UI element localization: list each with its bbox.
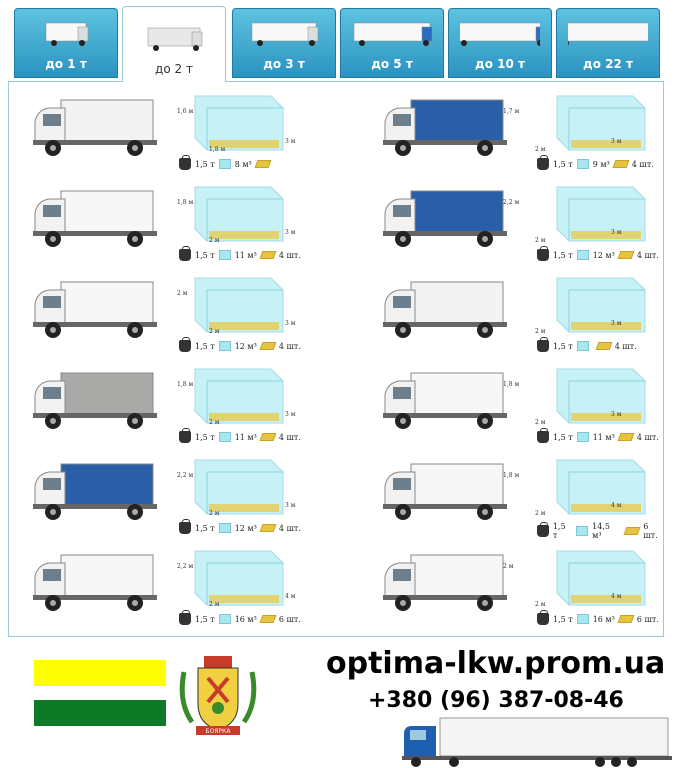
vehicle-row[interactable] bbox=[19, 450, 339, 541]
width-label: 2 м bbox=[209, 328, 220, 335]
vehicle-row[interactable] bbox=[19, 541, 339, 632]
volume-icon bbox=[577, 250, 589, 260]
cargo-space-diagram bbox=[171, 270, 291, 344]
pallet-icon bbox=[254, 160, 271, 168]
cargo-space-diagram bbox=[171, 179, 291, 253]
tab-label: до 1 т bbox=[45, 57, 87, 71]
cargo-space-diagram bbox=[533, 88, 653, 162]
tab-6[interactable] bbox=[556, 8, 660, 78]
vehicle-panel bbox=[8, 81, 664, 637]
length-label: 4 м bbox=[611, 593, 622, 600]
van-image bbox=[31, 365, 161, 433]
weight-icon bbox=[537, 249, 549, 261]
volume-icon bbox=[577, 159, 589, 169]
vehicle-specs bbox=[179, 613, 301, 625]
pallet-count: 6 шт. bbox=[643, 522, 658, 540]
pallet-count: 4 шт. bbox=[278, 250, 301, 260]
vehicle-specs bbox=[537, 249, 659, 261]
coat-caption: БОЯРКА bbox=[205, 728, 231, 735]
volume-value: 12 м³ bbox=[592, 250, 615, 260]
width-label: 2 м bbox=[209, 237, 220, 244]
cargo-space-diagram bbox=[171, 452, 291, 526]
van-image bbox=[31, 547, 161, 615]
flag-green-stripe bbox=[34, 700, 166, 726]
truck-icon bbox=[352, 17, 432, 51]
length-label: 3 м bbox=[285, 229, 296, 236]
weight-value: 1,5 т bbox=[553, 341, 573, 351]
pallet-count: 6 шт. bbox=[636, 614, 659, 624]
volume-icon bbox=[577, 341, 589, 351]
width-label: 2 м bbox=[535, 237, 546, 244]
width-label: 2 м bbox=[209, 510, 220, 517]
height-label: 2,2 м bbox=[177, 472, 194, 479]
volume-icon bbox=[219, 614, 231, 624]
pallet-icon bbox=[259, 342, 276, 350]
width-label: 2 м bbox=[535, 419, 546, 426]
tab-3[interactable] bbox=[232, 8, 336, 78]
vehicle-row[interactable] bbox=[19, 359, 339, 450]
van-image bbox=[381, 547, 514, 615]
height-label: 1,6 м bbox=[177, 108, 194, 115]
width-label: 2 м bbox=[535, 146, 546, 153]
van-image bbox=[31, 92, 161, 160]
vehicle-row[interactable] bbox=[19, 268, 339, 359]
weight-class-tabs bbox=[8, 6, 664, 82]
cargo-space-diagram bbox=[171, 88, 291, 162]
weight-icon bbox=[179, 431, 191, 443]
pallet-count: 4 шт. bbox=[278, 432, 301, 442]
weight-icon bbox=[537, 158, 549, 170]
pallet-count: 4 шт. bbox=[278, 523, 301, 533]
pallet-icon bbox=[259, 251, 276, 259]
weight-value: 1,5 т bbox=[195, 432, 215, 442]
volume-icon bbox=[576, 526, 588, 536]
weight-value: 1,5 т bbox=[195, 341, 215, 351]
vehicle-row[interactable] bbox=[19, 86, 339, 177]
weight-value: 1,5 т bbox=[195, 159, 215, 169]
width-label: 2 м bbox=[535, 601, 546, 608]
length-label: 3 м bbox=[611, 138, 622, 145]
volume-icon bbox=[219, 523, 231, 533]
van-image bbox=[381, 456, 511, 524]
volume-icon bbox=[577, 614, 589, 624]
tab-2[interactable] bbox=[122, 6, 226, 82]
weight-icon bbox=[179, 249, 191, 261]
semi-truck-image bbox=[400, 716, 674, 768]
volume-value: 8 м³ bbox=[234, 159, 252, 169]
pallet-icon bbox=[617, 433, 634, 441]
site-url[interactable]: optima-lkw.prom.ua bbox=[326, 646, 666, 681]
width-label: 2 м bbox=[209, 601, 220, 608]
tab-label: до 10 т bbox=[475, 57, 525, 71]
truck-icon bbox=[134, 22, 214, 56]
tab-label: до 22 т bbox=[583, 57, 633, 71]
length-label: 3 м bbox=[285, 411, 296, 418]
volume-value: 11 м³ bbox=[234, 250, 257, 260]
volume-icon bbox=[219, 250, 231, 260]
weight-icon bbox=[537, 340, 549, 352]
van-image bbox=[381, 92, 511, 160]
pallet-icon bbox=[259, 615, 276, 623]
weight-icon bbox=[537, 525, 549, 537]
volume-icon bbox=[219, 159, 231, 169]
van-image bbox=[381, 274, 511, 342]
truck-icon bbox=[460, 17, 540, 51]
tab-5[interactable] bbox=[448, 8, 552, 78]
length-label: 3 м bbox=[611, 411, 622, 418]
vehicle-specs bbox=[179, 158, 274, 170]
width-label: 2 м bbox=[209, 419, 220, 426]
pallet-count: 4 шт. bbox=[614, 341, 637, 351]
height-label: 1,7 м bbox=[503, 108, 520, 115]
weight-icon bbox=[179, 522, 191, 534]
volume-value: 16 м³ bbox=[234, 614, 257, 624]
tab-label: до 2 т bbox=[155, 62, 193, 76]
height-label: 1,8 м bbox=[503, 472, 520, 479]
weight-icon bbox=[179, 613, 191, 625]
tab-label: до 5 т bbox=[371, 57, 413, 71]
weight-value: 1,5 т bbox=[195, 614, 215, 624]
height-label: 2,2 м bbox=[503, 199, 520, 206]
pallet-icon bbox=[612, 160, 629, 168]
weight-icon bbox=[537, 613, 549, 625]
van-image bbox=[381, 183, 511, 251]
volume-value: 11 м³ bbox=[592, 432, 615, 442]
weight-value: 1,5 т bbox=[195, 250, 215, 260]
weight-icon bbox=[179, 158, 191, 170]
volume-value: 12 м³ bbox=[234, 523, 257, 533]
volume-value: 16 м³ bbox=[592, 614, 615, 624]
pallet-icon bbox=[595, 342, 612, 350]
volume-icon bbox=[219, 432, 231, 442]
height-label: 2,2 м bbox=[177, 563, 194, 570]
weight-icon bbox=[179, 340, 191, 352]
vehicle-specs bbox=[179, 522, 301, 534]
vehicle-row[interactable] bbox=[19, 177, 339, 268]
length-label: 4 м bbox=[285, 593, 296, 600]
vehicle-row[interactable] bbox=[345, 450, 665, 541]
width-label: 1,8 м bbox=[209, 146, 226, 153]
truck-icon bbox=[244, 17, 324, 51]
volume-value: 12 м³ bbox=[234, 341, 257, 351]
vehicle-specs bbox=[179, 340, 301, 352]
pallet-icon bbox=[624, 527, 641, 535]
weight-value: 1,5 т bbox=[553, 614, 573, 624]
length-label: 4 м bbox=[611, 502, 622, 509]
vehicle-row[interactable] bbox=[345, 359, 665, 450]
length-label: 3 м bbox=[285, 138, 296, 145]
width-label: 2 м bbox=[535, 510, 546, 517]
vehicle-row[interactable] bbox=[345, 268, 665, 359]
length-label: 3 м bbox=[611, 320, 622, 327]
van-image bbox=[31, 456, 161, 524]
cargo-space-diagram bbox=[171, 543, 291, 617]
vehicle-column-right bbox=[345, 86, 665, 632]
volume-value: 11 м³ bbox=[234, 432, 257, 442]
tab-4[interactable] bbox=[340, 8, 444, 78]
cargo-space-diagram bbox=[533, 543, 653, 617]
vehicle-row[interactable] bbox=[345, 86, 665, 177]
pallet-count: 6 шт. bbox=[278, 614, 301, 624]
pallet-count: 4 шт. bbox=[636, 250, 659, 260]
cargo-space-diagram bbox=[533, 361, 653, 435]
volume-value: 14,5 м³ bbox=[592, 522, 610, 540]
cargo-space-diagram bbox=[533, 452, 653, 526]
vehicle-specs bbox=[537, 613, 659, 625]
weight-value: 1,5 т bbox=[195, 523, 215, 533]
vehicle-row[interactable] bbox=[345, 177, 665, 268]
vehicle-row[interactable] bbox=[345, 541, 665, 632]
vehicle-specs bbox=[537, 340, 637, 352]
pallet-count: 4 шт. bbox=[278, 341, 301, 351]
height-label: 1,8 м bbox=[177, 381, 194, 388]
volume-icon bbox=[219, 341, 231, 351]
flag-image bbox=[34, 660, 166, 728]
weight-value: 1,5 т bbox=[553, 250, 573, 260]
width-label: 2 м bbox=[535, 328, 546, 335]
height-label: 2 м bbox=[177, 290, 188, 297]
cargo-space-diagram bbox=[533, 270, 653, 344]
vehicle-specs bbox=[179, 431, 301, 443]
height-label: 2 м bbox=[503, 563, 514, 570]
length-label: 3 м bbox=[285, 320, 296, 327]
vehicle-specs bbox=[537, 158, 654, 170]
height-label: 1,8 м bbox=[503, 381, 520, 388]
weight-value: 1,5 т bbox=[553, 159, 573, 169]
pallet-icon bbox=[259, 433, 276, 441]
pallet-icon bbox=[259, 524, 276, 532]
van-image bbox=[31, 183, 161, 251]
van-image bbox=[31, 274, 161, 342]
pallet-count: 4 шт. bbox=[636, 432, 659, 442]
volume-icon bbox=[577, 432, 589, 442]
volume-value: 9 м³ bbox=[592, 159, 610, 169]
flag-yellow-stripe bbox=[34, 660, 166, 686]
vehicle-specs bbox=[537, 522, 665, 540]
van-image bbox=[381, 365, 511, 433]
weight-value: 1,5 т bbox=[553, 432, 573, 442]
truck-icon bbox=[26, 17, 106, 51]
vehicle-specs bbox=[179, 249, 301, 261]
tab-1[interactable] bbox=[14, 8, 118, 78]
cargo-space-diagram bbox=[171, 361, 291, 435]
tab-label: до 3 т bbox=[263, 57, 305, 71]
phone-number[interactable]: +380 (96) 387-08-46 bbox=[368, 688, 624, 713]
truck-icon bbox=[568, 17, 648, 51]
height-label: 1,8 м bbox=[177, 199, 194, 206]
pallet-icon bbox=[617, 251, 634, 259]
vehicle-specs bbox=[537, 431, 659, 443]
vehicle-column-left bbox=[19, 86, 339, 632]
length-label: 3 м bbox=[285, 502, 296, 509]
cargo-space-diagram bbox=[533, 179, 653, 253]
weight-icon bbox=[537, 431, 549, 443]
length-label: 3 м bbox=[611, 229, 622, 236]
coat-of-arms-image bbox=[174, 652, 262, 740]
weight-value: 1,5 т bbox=[552, 522, 566, 540]
pallet-count: 4 шт. bbox=[631, 159, 654, 169]
pallet-icon bbox=[617, 615, 634, 623]
